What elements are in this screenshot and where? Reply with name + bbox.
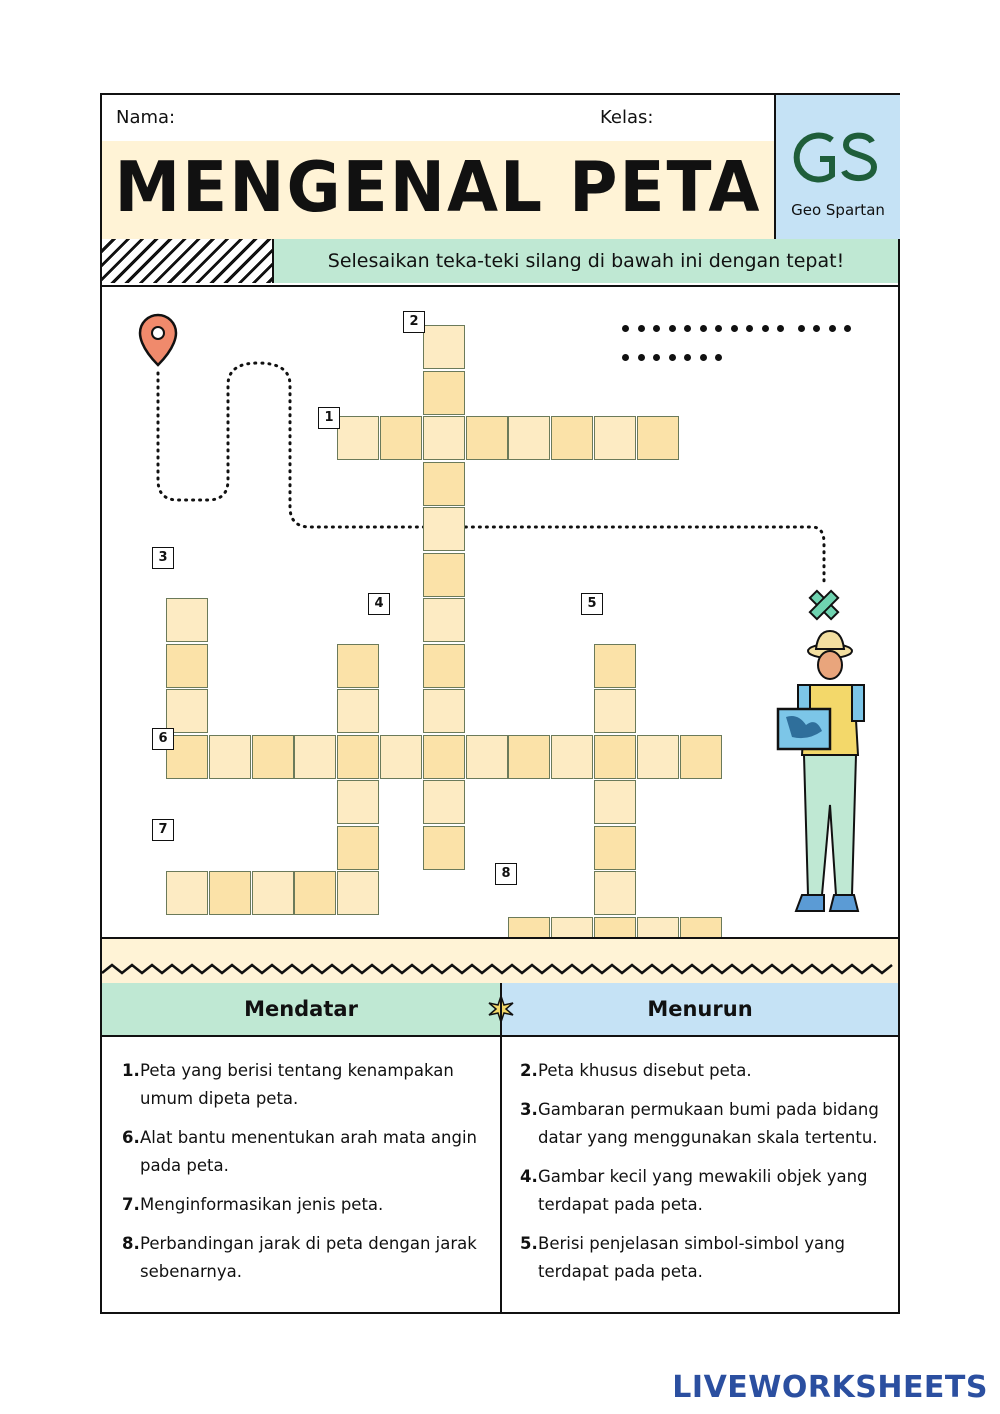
crossword-cell[interactable]: [466, 735, 508, 779]
title-banner: [102, 141, 774, 241]
crossword-cell[interactable]: [252, 735, 294, 779]
crossword-cell[interactable]: [423, 735, 465, 779]
crossword-cell[interactable]: [337, 735, 379, 779]
crossword-cell[interactable]: [166, 598, 208, 642]
instruction-row: [102, 239, 898, 287]
clue-item: 4. Gambar kecil yang mewakili objek yang terdapat pada peta.: [520, 1167, 868, 1214]
clue-item: 7. Menginformasikan jenis peta.: [122, 1195, 384, 1214]
crossword-cell[interactable]: [637, 735, 679, 779]
crossword-cell[interactable]: [380, 416, 422, 460]
crossword-cell[interactable]: [423, 553, 465, 597]
worksheet: [100, 93, 900, 1314]
crossword-cell[interactable]: [594, 644, 636, 688]
crossword-cell[interactable]: [594, 871, 636, 915]
dot-pattern-decoration: [622, 325, 862, 383]
clue-number-6: 6: [152, 728, 174, 750]
clue-item: 2. Peta khusus disebut peta.: [520, 1061, 752, 1080]
instruction-text: Selesaikan teka-teki silang di bawah ini dengan tepat!: [274, 239, 898, 283]
across-header: Mendatar: [102, 983, 500, 1037]
down-clues: [520, 1057, 880, 1297]
crossword-area: [102, 285, 898, 937]
clue-item: 3. Gambaran permukaan bumi pada bidang datar yang menggunakan skala tertentu.: [520, 1100, 879, 1147]
name-class-row: [102, 95, 774, 143]
crossword-cell[interactable]: [294, 871, 336, 915]
crossword-cell[interactable]: [294, 735, 336, 779]
crossword-cell[interactable]: [637, 416, 679, 460]
clue-number-4: 4: [368, 593, 390, 615]
logo-caption: Geo Spartan: [791, 201, 885, 219]
crossword-cell[interactable]: [594, 780, 636, 824]
crossword-cell[interactable]: [337, 871, 379, 915]
crossword-cell[interactable]: [508, 735, 550, 779]
crossword-cell[interactable]: [252, 871, 294, 915]
down-header: Menurun: [502, 983, 898, 1037]
liveworksheets-logo: LIVEWORKSHEETS: [672, 1370, 988, 1405]
crossword-cell[interactable]: [166, 689, 208, 733]
clue-item: 1. Peta yang berisi tentang kenampakan umum dipeta peta.: [122, 1061, 454, 1108]
page-title: MENGENAL PETA: [114, 147, 762, 228]
crossword-cell[interactable]: [594, 826, 636, 870]
crossword-cell[interactable]: [423, 689, 465, 733]
crossword-cell[interactable]: [551, 735, 593, 779]
across-clues: [122, 1057, 482, 1297]
crossword-cell[interactable]: [594, 416, 636, 460]
crossword-cell[interactable]: [551, 416, 593, 460]
logo-panel: [774, 95, 900, 241]
column-divider: [500, 983, 502, 1314]
clue-item: 5. Berisi penjelasan simbol-simbol yang terdapat pada peta.: [520, 1234, 846, 1281]
gs-logo-icon: [776, 95, 900, 195]
crossword-cell[interactable]: [423, 598, 465, 642]
zigzag-decoration: [102, 939, 898, 979]
clue-number-1: 1: [318, 407, 340, 429]
crossword-cell[interactable]: [337, 416, 379, 460]
crossword-cell[interactable]: [423, 826, 465, 870]
crossword-cell[interactable]: [166, 644, 208, 688]
name-label: Nama:: [116, 107, 176, 128]
clue-item: 6. Alat bantu menentukan arah mata angin pada peta.: [122, 1128, 478, 1175]
crossword-cell[interactable]: [209, 871, 251, 915]
crossword-cell[interactable]: [466, 416, 508, 460]
crossword-cell[interactable]: [337, 780, 379, 824]
crossword-cell[interactable]: [423, 325, 465, 369]
crossword-cell[interactable]: [423, 644, 465, 688]
crossword-cell[interactable]: [423, 462, 465, 506]
crossword-cell[interactable]: [423, 416, 465, 460]
clue-item: 8. Perbandingan jarak di peta dengan jarak sebenarnya.: [122, 1234, 477, 1281]
crossword-cell[interactable]: [209, 735, 251, 779]
crossword-cell[interactable]: [680, 735, 722, 779]
crossword-cell[interactable]: [380, 735, 422, 779]
crossword-cell[interactable]: [508, 416, 550, 460]
clue-number-5: 5: [581, 593, 603, 615]
crossword-cell[interactable]: [423, 780, 465, 824]
crossword-cell[interactable]: [337, 644, 379, 688]
crossword-cell[interactable]: [166, 871, 208, 915]
crossword-cell[interactable]: [337, 689, 379, 733]
crossword-cell[interactable]: [594, 735, 636, 779]
class-label: Kelas:: [600, 107, 654, 128]
hatch-decoration: [102, 239, 274, 283]
crossword-cell[interactable]: [423, 371, 465, 415]
crossword-cell[interactable]: [594, 689, 636, 733]
x-mark-icon: [803, 584, 845, 626]
clue-number-7: 7: [152, 819, 174, 841]
clue-number-2: 2: [403, 311, 425, 333]
zigzag-band: [102, 937, 898, 985]
explorer-illustration-icon: [778, 631, 864, 911]
crossword-cell[interactable]: [423, 507, 465, 551]
clue-number-8: 8: [495, 863, 517, 885]
clue-number-3: 3: [152, 547, 174, 569]
crossword-cell[interactable]: [337, 826, 379, 870]
